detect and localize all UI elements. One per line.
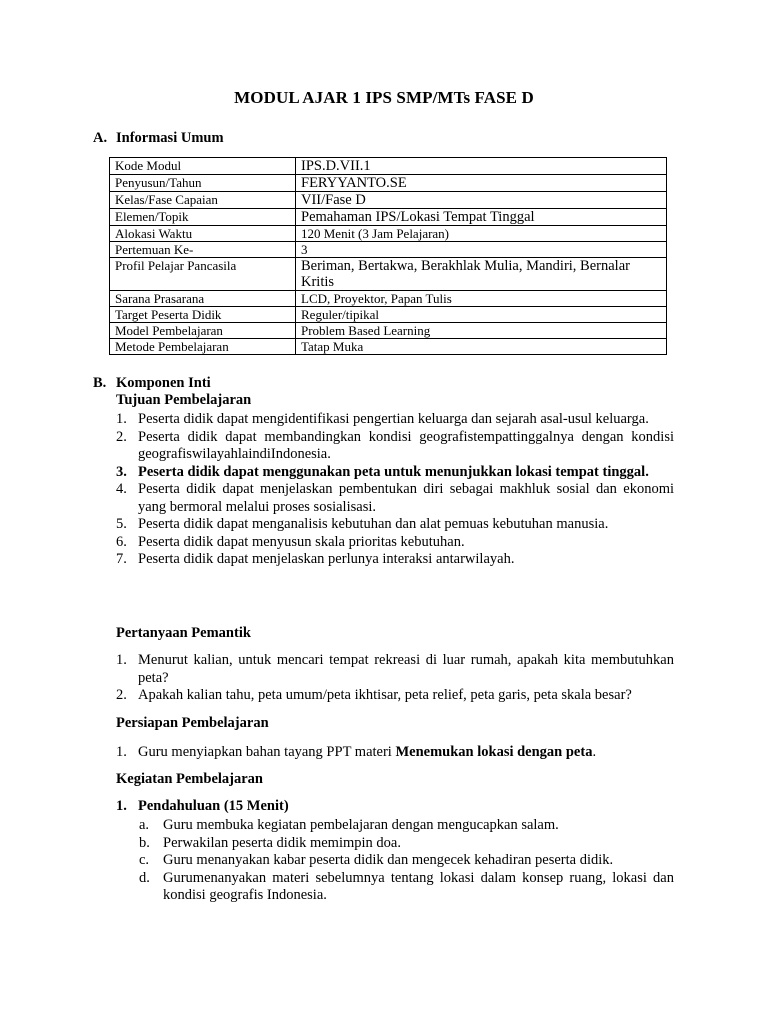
list-text: Guru menanyakan kabar peserta didik dan mengecek kehadiran peserta didik. bbox=[163, 852, 614, 868]
table-value: Problem Based Learning bbox=[296, 323, 667, 339]
list-item bbox=[116, 464, 674, 482]
list-text: Peserta didik dapat menganalisis kebutuhan dan alat pemuas kebutuhan manusia. bbox=[138, 516, 609, 532]
table-row bbox=[110, 242, 667, 258]
table-value: FERYYANTO.SE bbox=[296, 175, 667, 192]
list-item bbox=[116, 744, 674, 762]
list-item bbox=[139, 817, 674, 835]
list-text: Guru menyiapkan bahan tayang PPT materi bbox=[138, 744, 396, 760]
list-letter: c. bbox=[139, 852, 150, 868]
table-row bbox=[110, 209, 667, 226]
persiapan-heading: Persiapan Pembelajaran bbox=[116, 715, 269, 731]
list-number: 1. bbox=[116, 744, 127, 760]
table-key: Penyusun/Tahun bbox=[110, 175, 296, 192]
table-row bbox=[110, 192, 667, 209]
list-text: Peserta didik dapat menjelaskan pembentukan diri sebagai makhluk sosial dan ekonomi yang bermoral melalui proses sosialisasi. bbox=[138, 481, 674, 515]
list-number: 3. bbox=[116, 463, 127, 480]
list-letter: b. bbox=[139, 834, 150, 851]
table-value: LCD, Proyektor, Papan Tulis bbox=[296, 291, 667, 307]
table-key: Metode Pembelajaran bbox=[110, 339, 296, 355]
section-a-heading bbox=[93, 130, 224, 147]
table-key: Pertemuan Ke- bbox=[110, 242, 296, 258]
list-item bbox=[116, 411, 674, 429]
table-row bbox=[110, 158, 667, 175]
table-key: Elemen/Topik bbox=[110, 209, 296, 226]
list-text: Pendahuluan (15 Menit) bbox=[138, 798, 289, 814]
list-item bbox=[139, 835, 674, 853]
list-item bbox=[116, 687, 674, 705]
list-number: 7. bbox=[116, 551, 127, 567]
list-number: 1. bbox=[116, 411, 127, 427]
list-text: Peserta didik dapat membandingkan kondisi geografistempattinggalnya dengan kondisi geografiswilayahlaindiIndonesia. bbox=[138, 428, 674, 462]
kegiatan-step-list bbox=[116, 798, 674, 816]
section-a-letter: A. bbox=[93, 130, 108, 146]
table-value: VII/Fase D bbox=[296, 192, 667, 209]
list-number: 1. bbox=[116, 652, 127, 668]
table-row bbox=[110, 323, 667, 339]
list-letter: a. bbox=[139, 817, 150, 833]
table-row bbox=[110, 339, 667, 355]
section-a-label: Informasi Umum bbox=[116, 130, 224, 146]
list-text: Peserta didik dapat menggunakan peta untuk menunjukkan lokasi tempat tinggal. bbox=[138, 463, 649, 480]
pemantik-list bbox=[116, 652, 674, 705]
info-table bbox=[109, 157, 667, 355]
list-text: Gurumenanyakan materi sebelumnya tentang lokasi dalam konsep ruang, lokasi dan kondisi geografis Indonesia. bbox=[163, 869, 674, 903]
list-number: 2. bbox=[116, 687, 127, 703]
table-value: 120 Menit (3 Jam Pelajaran) bbox=[296, 226, 667, 242]
list-item bbox=[116, 551, 674, 569]
tujuan-heading: Tujuan Pembelajaran bbox=[116, 392, 252, 408]
table-row bbox=[110, 307, 667, 323]
table-key: Profil Pelajar Pancasila bbox=[110, 258, 296, 291]
table-row bbox=[110, 258, 667, 291]
table-row bbox=[110, 226, 667, 242]
table-key: Alokasi Waktu bbox=[110, 226, 296, 242]
table-row bbox=[110, 291, 667, 307]
persiapan-list bbox=[116, 744, 674, 762]
list-item bbox=[116, 798, 674, 816]
list-text: Peserta didik dapat menjelaskan perlunya interaksi antarwilayah. bbox=[138, 551, 515, 567]
list-number: 5. bbox=[116, 516, 127, 532]
table-row bbox=[110, 175, 667, 192]
kegiatan-heading: Kegiatan Pembelajaran bbox=[116, 771, 263, 787]
list-text: Menurut kalian, untuk mencari tempat rekreasi di luar rumah, apakah kita membutuhkan peta? bbox=[138, 652, 674, 686]
table-value: Reguler/tipikal bbox=[296, 307, 667, 323]
list-text: Perwakilan peserta didik memimpin doa. bbox=[163, 834, 401, 851]
section-b-label: Komponen Inti bbox=[116, 375, 211, 391]
list-item bbox=[116, 534, 674, 552]
table-value: Pemahaman IPS/Lokasi Tempat Tinggal bbox=[296, 209, 667, 226]
list-item bbox=[139, 852, 674, 870]
tujuan-list bbox=[116, 411, 674, 569]
list-text: Peserta didik dapat menyusun skala prioritas kebutuhan. bbox=[138, 533, 465, 550]
list-number: 2. bbox=[116, 428, 127, 445]
list-text: Guru membuka kegiatan pembelajaran dengan mengucapkan salam. bbox=[163, 817, 559, 833]
section-b-heading bbox=[93, 375, 211, 392]
list-text: Peserta didik dapat mengidentifikasi pengertian keluarga dan sejarah asal-usul keluarga. bbox=[138, 411, 649, 427]
document-title: MODUL AJAR 1 IPS SMP/MTs FASE D bbox=[234, 88, 534, 107]
section-b-letter: B. bbox=[93, 375, 107, 391]
list-number: 1. bbox=[116, 798, 127, 814]
list-number: 6. bbox=[116, 533, 127, 550]
table-key: Kelas/Fase Capaian bbox=[110, 192, 296, 209]
pemantik-heading: Pertanyaan Pemantik bbox=[116, 625, 251, 641]
table-value: 3 bbox=[296, 242, 667, 258]
table-key: Model Pembelajaran bbox=[110, 323, 296, 339]
table-key: Sarana Prasarana bbox=[110, 291, 296, 307]
list-item bbox=[116, 481, 674, 516]
table-key: Kode Modul bbox=[110, 158, 296, 175]
list-item bbox=[116, 516, 674, 534]
pendahuluan-list bbox=[139, 817, 674, 905]
table-value: Tatap Muka bbox=[296, 339, 667, 355]
table-key: Target Peserta Didik bbox=[110, 307, 296, 323]
list-item bbox=[116, 429, 674, 464]
list-number: 4. bbox=[116, 481, 127, 497]
list-item bbox=[139, 870, 674, 905]
table-value: IPS.D.VII.1 bbox=[296, 158, 667, 175]
list-text-end: . bbox=[592, 744, 597, 760]
list-item bbox=[116, 652, 674, 687]
list-text: Apakah kalian tahu, peta umum/peta ikhtisar, peta relief, peta garis, peta skala besar? bbox=[138, 687, 632, 703]
list-text-emphasis: Menemukan lokasi dengan peta bbox=[395, 744, 593, 760]
list-letter: d. bbox=[139, 869, 150, 886]
table-value: Beriman, Bertakwa, Berakhlak Mulia, Mandiri, Bernalar Kritis bbox=[296, 258, 667, 291]
